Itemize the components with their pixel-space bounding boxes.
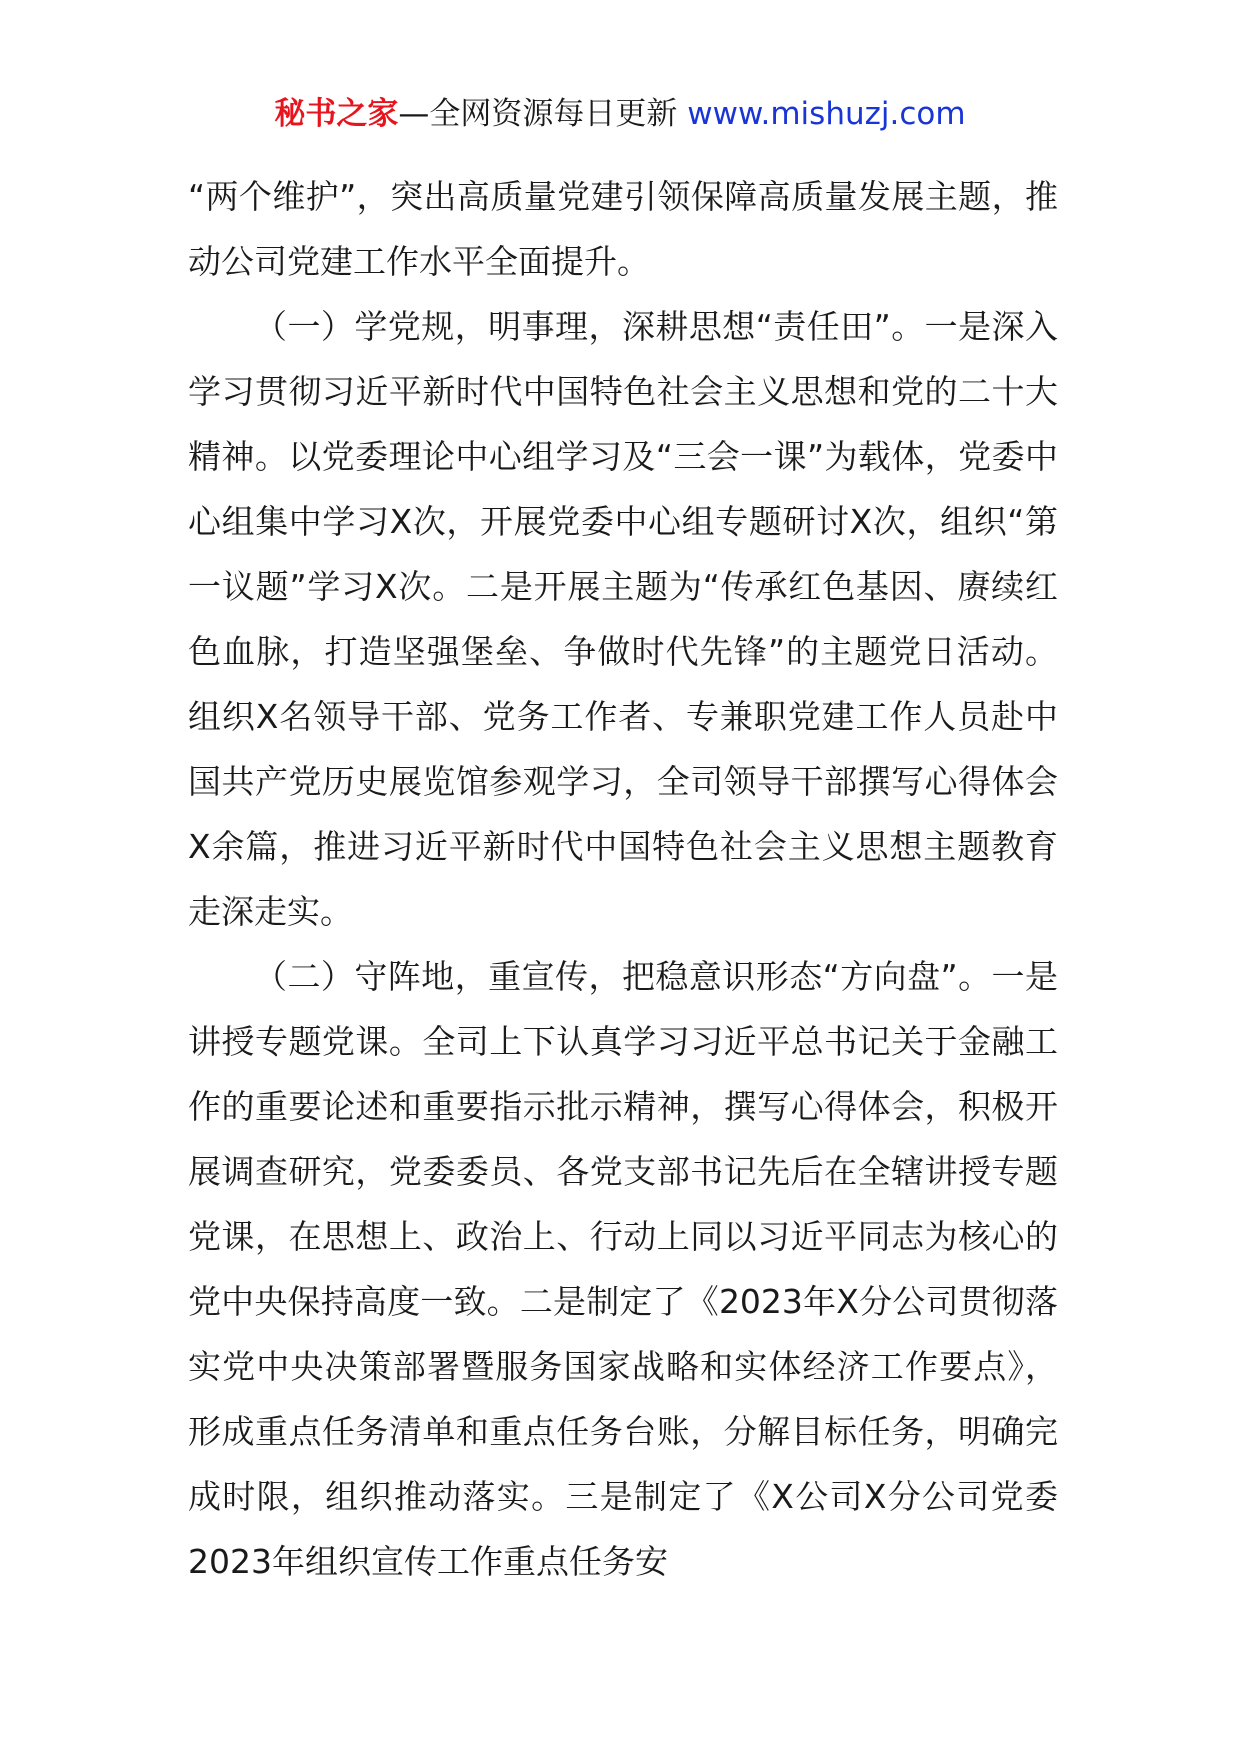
document-body bbox=[188, 164, 1058, 1594]
paragraph-continued: “两个维护”，突出高质量党建引领保障高质量发展主题，推动公司党建工作水平全面提升。 bbox=[188, 177, 1058, 281]
site-tagline: —全网资源每日更新 bbox=[398, 96, 688, 132]
paragraph-section-1: （一）学党规，明事理，深耕思想“责任田”。一是深入学习贯彻习近平新时代中国特色社会主义思想和党的二十大精神。以党委理论中心组学习及“三会一课”为载体，党委中心组集中学习X次，开展党委中心组专题研讨X次，组织“第一议题”学习X次。二是开展主题为“传承红色基因、赓续红色血脉，打造坚强堡垒、争做时代先锋”的主题党日活动。组织X名领导干部、党务工作者、专兼职党建工作人员赴中国共产党历史展览馆参观学习，全司领导干部撰写心得体会X余篇，推进习近平新时代中国特色社会主义思想主题教育走深走实。 bbox=[188, 307, 1058, 931]
site-url-link[interactable]: www.mishuzj.com bbox=[687, 96, 966, 132]
paragraph-section-2: （二）守阵地，重宣传，把稳意识形态“方向盘”。一是讲授专题党课。全司上下认真学习习近平总书记关于金融工作的重要论述和重要指示批示精神，撰写心得体会，积极开展调查研究，党委委员、各党支部书记先后在全辖讲授专题党课，在思想上、政治上、行动上同以习近平同志为核心的党中央保持高度一致。二是制定了《2023年X分公司贯彻落实党中央决策部署暨服务国家战略和实体经济工作要点》，形成重点任务清单和重点任务台账，分解目标任务，明确完成时限，组织推动落实。三是制定了《X公司X分公司党委2023年组织宣传工作重点任务安 bbox=[188, 957, 1058, 1581]
site-brand: 秘书之家 bbox=[274, 96, 399, 132]
site-header bbox=[0, 92, 1240, 136]
